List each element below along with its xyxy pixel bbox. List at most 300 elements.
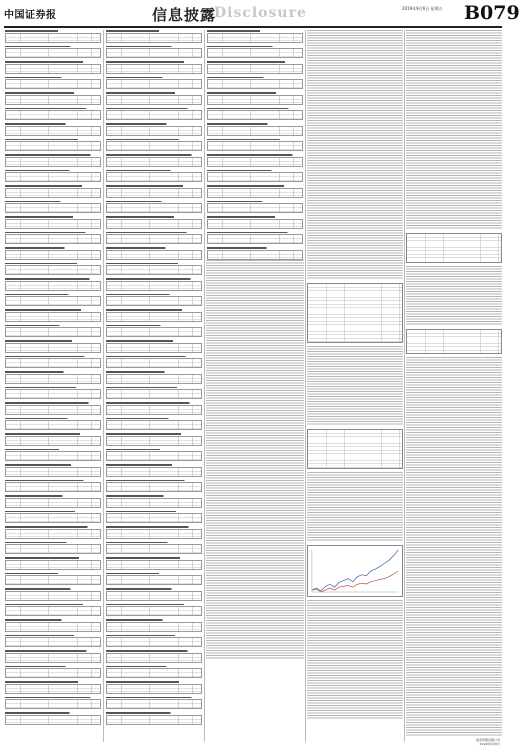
fund-table (5, 622, 101, 632)
fund-title-bar (5, 387, 101, 389)
fund-entry (5, 418, 101, 431)
fund-title-bar (5, 46, 101, 48)
fund-entry (106, 480, 202, 493)
fund-title-bar (106, 309, 202, 311)
fund-entry (207, 247, 303, 260)
fund-title-bar (5, 123, 101, 125)
column-5 (406, 30, 502, 742)
data-table (307, 429, 403, 469)
fund-entry (106, 30, 202, 43)
fund-entry (106, 77, 202, 90)
fund-table (106, 653, 202, 663)
fund-entry (106, 511, 202, 524)
fund-table (207, 33, 303, 43)
fund-table (5, 157, 101, 167)
fund-table (5, 141, 101, 151)
dateline: 2019年9月6日 星期五 (402, 6, 443, 11)
fund-title-bar (106, 464, 202, 466)
fund-entry (106, 402, 202, 415)
fund-title-bar (5, 77, 101, 79)
fund-table (106, 591, 202, 601)
fund-entry (106, 588, 202, 601)
fund-title-bar (106, 201, 202, 203)
fund-title-bar (207, 77, 303, 79)
fund-entry (5, 216, 101, 229)
fund-table (106, 699, 202, 709)
fund-table (106, 436, 202, 446)
section-title-en: Disclosure (214, 5, 307, 21)
fund-entry (5, 433, 101, 446)
fund-entry (106, 557, 202, 570)
fund-table (106, 281, 202, 291)
newspaper-masthead: 中国证券报 (4, 10, 57, 21)
fund-title-bar (106, 108, 202, 110)
fund-entry (106, 604, 202, 617)
fund-title-bar (106, 449, 202, 451)
fund-entry (106, 185, 202, 198)
fund-entry (106, 340, 202, 353)
fund-title-bar (106, 123, 202, 125)
fund-entry (5, 402, 101, 415)
fund-entry (5, 170, 101, 183)
fund-title-bar (5, 30, 101, 32)
fund-table (106, 110, 202, 120)
fund-title-bar (207, 247, 303, 249)
fund-list-column-3 (206, 30, 304, 260)
fund-title-bar (5, 464, 101, 466)
fund-title-bar (5, 635, 101, 637)
fund-entry (106, 449, 202, 462)
fund-entry (5, 356, 101, 369)
fund-entry (5, 511, 101, 524)
fund-title-bar (5, 542, 101, 544)
data-table (307, 283, 403, 343)
fund-entry (106, 278, 202, 291)
fund-title-bar (106, 170, 202, 172)
fund-title-bar (106, 619, 202, 621)
fund-entry (106, 139, 202, 152)
column-divider (305, 30, 306, 742)
fund-title-bar (106, 371, 202, 373)
fund-entry (5, 650, 101, 663)
section-title: 信息披露 (152, 6, 217, 24)
fund-title-bar (5, 604, 101, 606)
fund-entry (5, 557, 101, 570)
fund-table (106, 126, 202, 136)
fund-entry (106, 46, 202, 59)
fund-table (5, 327, 101, 337)
fund-title-bar (106, 511, 202, 513)
fund-table (5, 513, 101, 523)
fund-title-bar (5, 573, 101, 575)
body-text (307, 346, 403, 426)
fund-entry (207, 77, 303, 90)
fund-title-bar (106, 697, 202, 699)
fund-title-bar (106, 495, 202, 497)
fund-entry (106, 619, 202, 632)
body-text (406, 266, 502, 326)
fund-entry (106, 573, 202, 586)
fund-title-bar (5, 139, 101, 141)
fund-title-bar (5, 449, 101, 451)
fund-table (5, 482, 101, 492)
fund-table (5, 95, 101, 105)
fund-table (106, 482, 202, 492)
fund-table (106, 637, 202, 647)
fund-table (207, 126, 303, 136)
fund-table (5, 389, 101, 399)
fund-table (106, 48, 202, 58)
fund-table (5, 79, 101, 89)
performance-chart (307, 545, 403, 597)
body-text (307, 30, 403, 280)
fund-table (5, 715, 101, 725)
fund-table (106, 606, 202, 616)
fund-list-column-2 (105, 30, 203, 742)
fund-entry (207, 154, 303, 167)
fund-title-bar (106, 588, 202, 590)
fund-entry (5, 309, 101, 322)
fund-title-bar (5, 681, 101, 683)
fund-title-bar (5, 340, 101, 342)
fund-title-bar (207, 170, 303, 172)
fund-table (5, 296, 101, 306)
fund-title-bar (5, 356, 101, 358)
fund-title-bar (106, 61, 202, 63)
fund-table (5, 126, 101, 136)
fund-title-bar (5, 697, 101, 699)
fund-entry (106, 294, 202, 307)
body-text (406, 30, 502, 230)
fund-table (106, 358, 202, 368)
fund-title-bar (5, 247, 101, 249)
fund-title-bar (5, 108, 101, 110)
fund-title-bar (5, 216, 101, 218)
fund-entry (106, 666, 202, 679)
fund-title-bar (106, 418, 202, 420)
fund-title-bar (5, 511, 101, 513)
fund-table (106, 33, 202, 43)
fund-table (207, 157, 303, 167)
fund-table (106, 95, 202, 105)
fund-entry (106, 712, 202, 725)
fund-title-bar (5, 418, 101, 420)
fund-entry (106, 650, 202, 663)
fund-entry (5, 232, 101, 245)
fund-entry (5, 139, 101, 152)
fund-table (106, 684, 202, 694)
fund-entry (106, 123, 202, 136)
fund-entry (5, 371, 101, 384)
fund-entry (106, 92, 202, 105)
fund-entry (106, 433, 202, 446)
fund-entry (207, 61, 303, 74)
fund-title-bar (5, 92, 101, 94)
fund-entry (106, 495, 202, 508)
fund-title-bar (106, 402, 202, 404)
fund-title-bar (5, 325, 101, 327)
fund-title-bar (106, 356, 202, 358)
fund-table (106, 234, 202, 244)
fund-entry (5, 92, 101, 105)
fund-title-bar (207, 216, 303, 218)
fund-entry (106, 247, 202, 260)
data-table (406, 233, 502, 263)
body-text (406, 357, 502, 737)
fund-table (106, 188, 202, 198)
fund-title-bar (106, 154, 202, 156)
fund-title-bar (106, 573, 202, 575)
fund-entry (5, 46, 101, 59)
fund-entry (5, 604, 101, 617)
column-3 (206, 30, 304, 742)
fund-table (106, 451, 202, 461)
fund-table (207, 203, 303, 213)
fund-entry (106, 681, 202, 694)
fund-entry (106, 108, 202, 121)
column-divider (204, 30, 205, 742)
fund-table (5, 436, 101, 446)
fund-entry (106, 464, 202, 477)
fund-table (207, 234, 303, 244)
fund-table (106, 513, 202, 523)
fund-entry (106, 356, 202, 369)
fund-table (207, 79, 303, 89)
fund-table (106, 405, 202, 415)
fund-table (106, 389, 202, 399)
fund-entry (5, 294, 101, 307)
fund-title-bar (5, 278, 101, 280)
fund-entry (207, 46, 303, 59)
fund-table (106, 575, 202, 585)
fund-table (106, 312, 202, 322)
fund-entry (5, 681, 101, 694)
fund-title-bar (207, 201, 303, 203)
fund-title-bar (207, 185, 303, 187)
fund-entry (5, 635, 101, 648)
fund-entry (106, 542, 202, 555)
fund-title-bar (5, 526, 101, 528)
fund-entry (5, 247, 101, 260)
fund-table (106, 622, 202, 632)
fund-title-bar (207, 123, 303, 125)
fund-title-bar (106, 480, 202, 482)
fund-entry (106, 526, 202, 539)
fund-title-bar (106, 557, 202, 559)
fund-table (5, 64, 101, 74)
fund-entry (207, 201, 303, 214)
column-divider (103, 30, 104, 742)
fund-entry (5, 480, 101, 493)
fund-title-bar (5, 263, 101, 265)
fund-table (5, 420, 101, 430)
fund-entry (5, 30, 101, 43)
fund-entry (5, 712, 101, 725)
fund-table (5, 234, 101, 244)
fund-table (5, 188, 101, 198)
fund-table (106, 420, 202, 430)
fund-table (106, 560, 202, 570)
fund-title-bar (5, 588, 101, 590)
fund-title-bar (106, 92, 202, 94)
fund-table (106, 250, 202, 260)
fund-title-bar (106, 433, 202, 435)
fund-title-bar (106, 666, 202, 668)
fund-entry (106, 309, 202, 322)
fund-table (106, 715, 202, 725)
fund-table (106, 544, 202, 554)
fund-title-bar (106, 77, 202, 79)
fund-entry (106, 371, 202, 384)
fund-title-bar (106, 681, 202, 683)
fund-table (106, 219, 202, 229)
fund-table (5, 575, 101, 585)
fund-table (5, 653, 101, 663)
fund-entry (207, 123, 303, 136)
fund-table (5, 529, 101, 539)
fund-entry (207, 139, 303, 152)
fund-table (5, 219, 101, 229)
fund-table (5, 33, 101, 43)
fund-title-bar (5, 154, 101, 156)
fund-entry (5, 619, 101, 632)
fund-entry (5, 154, 101, 167)
fund-entry (106, 232, 202, 245)
fund-title-bar (207, 46, 303, 48)
fund-entry (106, 154, 202, 167)
fund-entry (5, 588, 101, 601)
fund-entry (5, 526, 101, 539)
fund-title-bar (106, 263, 202, 265)
fund-entry (5, 697, 101, 710)
fund-title-bar (5, 170, 101, 172)
fund-entry (5, 573, 101, 586)
fund-title-bar (5, 433, 101, 435)
fund-entry (5, 449, 101, 462)
fund-entry (5, 123, 101, 136)
fund-table (207, 48, 303, 58)
fund-table (207, 95, 303, 105)
signature-date: 2019年9月6日 (479, 742, 500, 746)
fund-table (5, 560, 101, 570)
fund-table (5, 203, 101, 213)
fund-table (5, 374, 101, 384)
fund-table (5, 467, 101, 477)
fund-table (106, 374, 202, 384)
page-header (0, 0, 520, 26)
fund-entry (5, 325, 101, 338)
fund-title-bar (5, 309, 101, 311)
fund-table (5, 544, 101, 554)
fund-title-bar (5, 557, 101, 559)
header-rule (4, 26, 502, 28)
fund-title-bar (5, 201, 101, 203)
chart-series-line-1 (312, 571, 398, 592)
fund-entry (5, 278, 101, 291)
fund-entry (106, 201, 202, 214)
fund-title-bar (5, 712, 101, 714)
fund-entry (5, 61, 101, 74)
fund-title-bar (106, 387, 202, 389)
page-number: B079 (464, 2, 520, 24)
fund-title-bar (207, 139, 303, 141)
fund-title-bar (5, 185, 101, 187)
fund-entry (106, 263, 202, 276)
fund-entry (207, 92, 303, 105)
fund-title-bar (5, 61, 101, 63)
fund-title-bar (106, 635, 202, 637)
fund-entry (5, 495, 101, 508)
fund-entry (106, 170, 202, 183)
fund-title-bar (5, 371, 101, 373)
performance-chart-svg (308, 546, 402, 596)
fund-title-bar (106, 650, 202, 652)
fund-table (106, 467, 202, 477)
fund-table (106, 498, 202, 508)
fund-table (207, 250, 303, 260)
fund-entry (5, 464, 101, 477)
fund-entry (5, 201, 101, 214)
fund-title-bar (207, 92, 303, 94)
fund-table (207, 64, 303, 74)
fund-title-bar (5, 666, 101, 668)
fund-table (207, 219, 303, 229)
fund-title-bar (5, 619, 101, 621)
fund-title-bar (106, 278, 202, 280)
fund-title-bar (5, 650, 101, 652)
fund-title-bar (5, 480, 101, 482)
fund-table (106, 668, 202, 678)
fund-table (106, 172, 202, 182)
fund-table (106, 296, 202, 306)
body-text (307, 472, 403, 542)
fund-table (5, 265, 101, 275)
fund-title-bar (207, 108, 303, 110)
fund-table (5, 250, 101, 260)
fund-entry (5, 108, 101, 121)
fund-title-bar (106, 185, 202, 187)
fund-table (5, 606, 101, 616)
fund-table (106, 343, 202, 353)
fund-table (106, 64, 202, 74)
fund-table (5, 684, 101, 694)
fund-title-bar (106, 216, 202, 218)
fund-title-bar (106, 712, 202, 714)
fund-title-bar (106, 232, 202, 234)
column-divider (404, 30, 405, 742)
fund-entry (207, 108, 303, 121)
fund-table (5, 281, 101, 291)
fund-table (207, 188, 303, 198)
fund-table (106, 157, 202, 167)
fund-entry (5, 263, 101, 276)
fund-title-bar (207, 154, 303, 156)
fund-title-bar (5, 232, 101, 234)
fund-entry (207, 30, 303, 43)
fund-entry (5, 387, 101, 400)
fund-table (207, 172, 303, 182)
fund-table (5, 343, 101, 353)
fund-title-bar (207, 30, 303, 32)
fund-table (106, 203, 202, 213)
fund-entry (106, 697, 202, 710)
fund-table (5, 637, 101, 647)
fund-entry (106, 61, 202, 74)
fund-table (5, 110, 101, 120)
fund-entry (106, 216, 202, 229)
column-4 (307, 30, 403, 742)
fund-title-bar (207, 232, 303, 234)
